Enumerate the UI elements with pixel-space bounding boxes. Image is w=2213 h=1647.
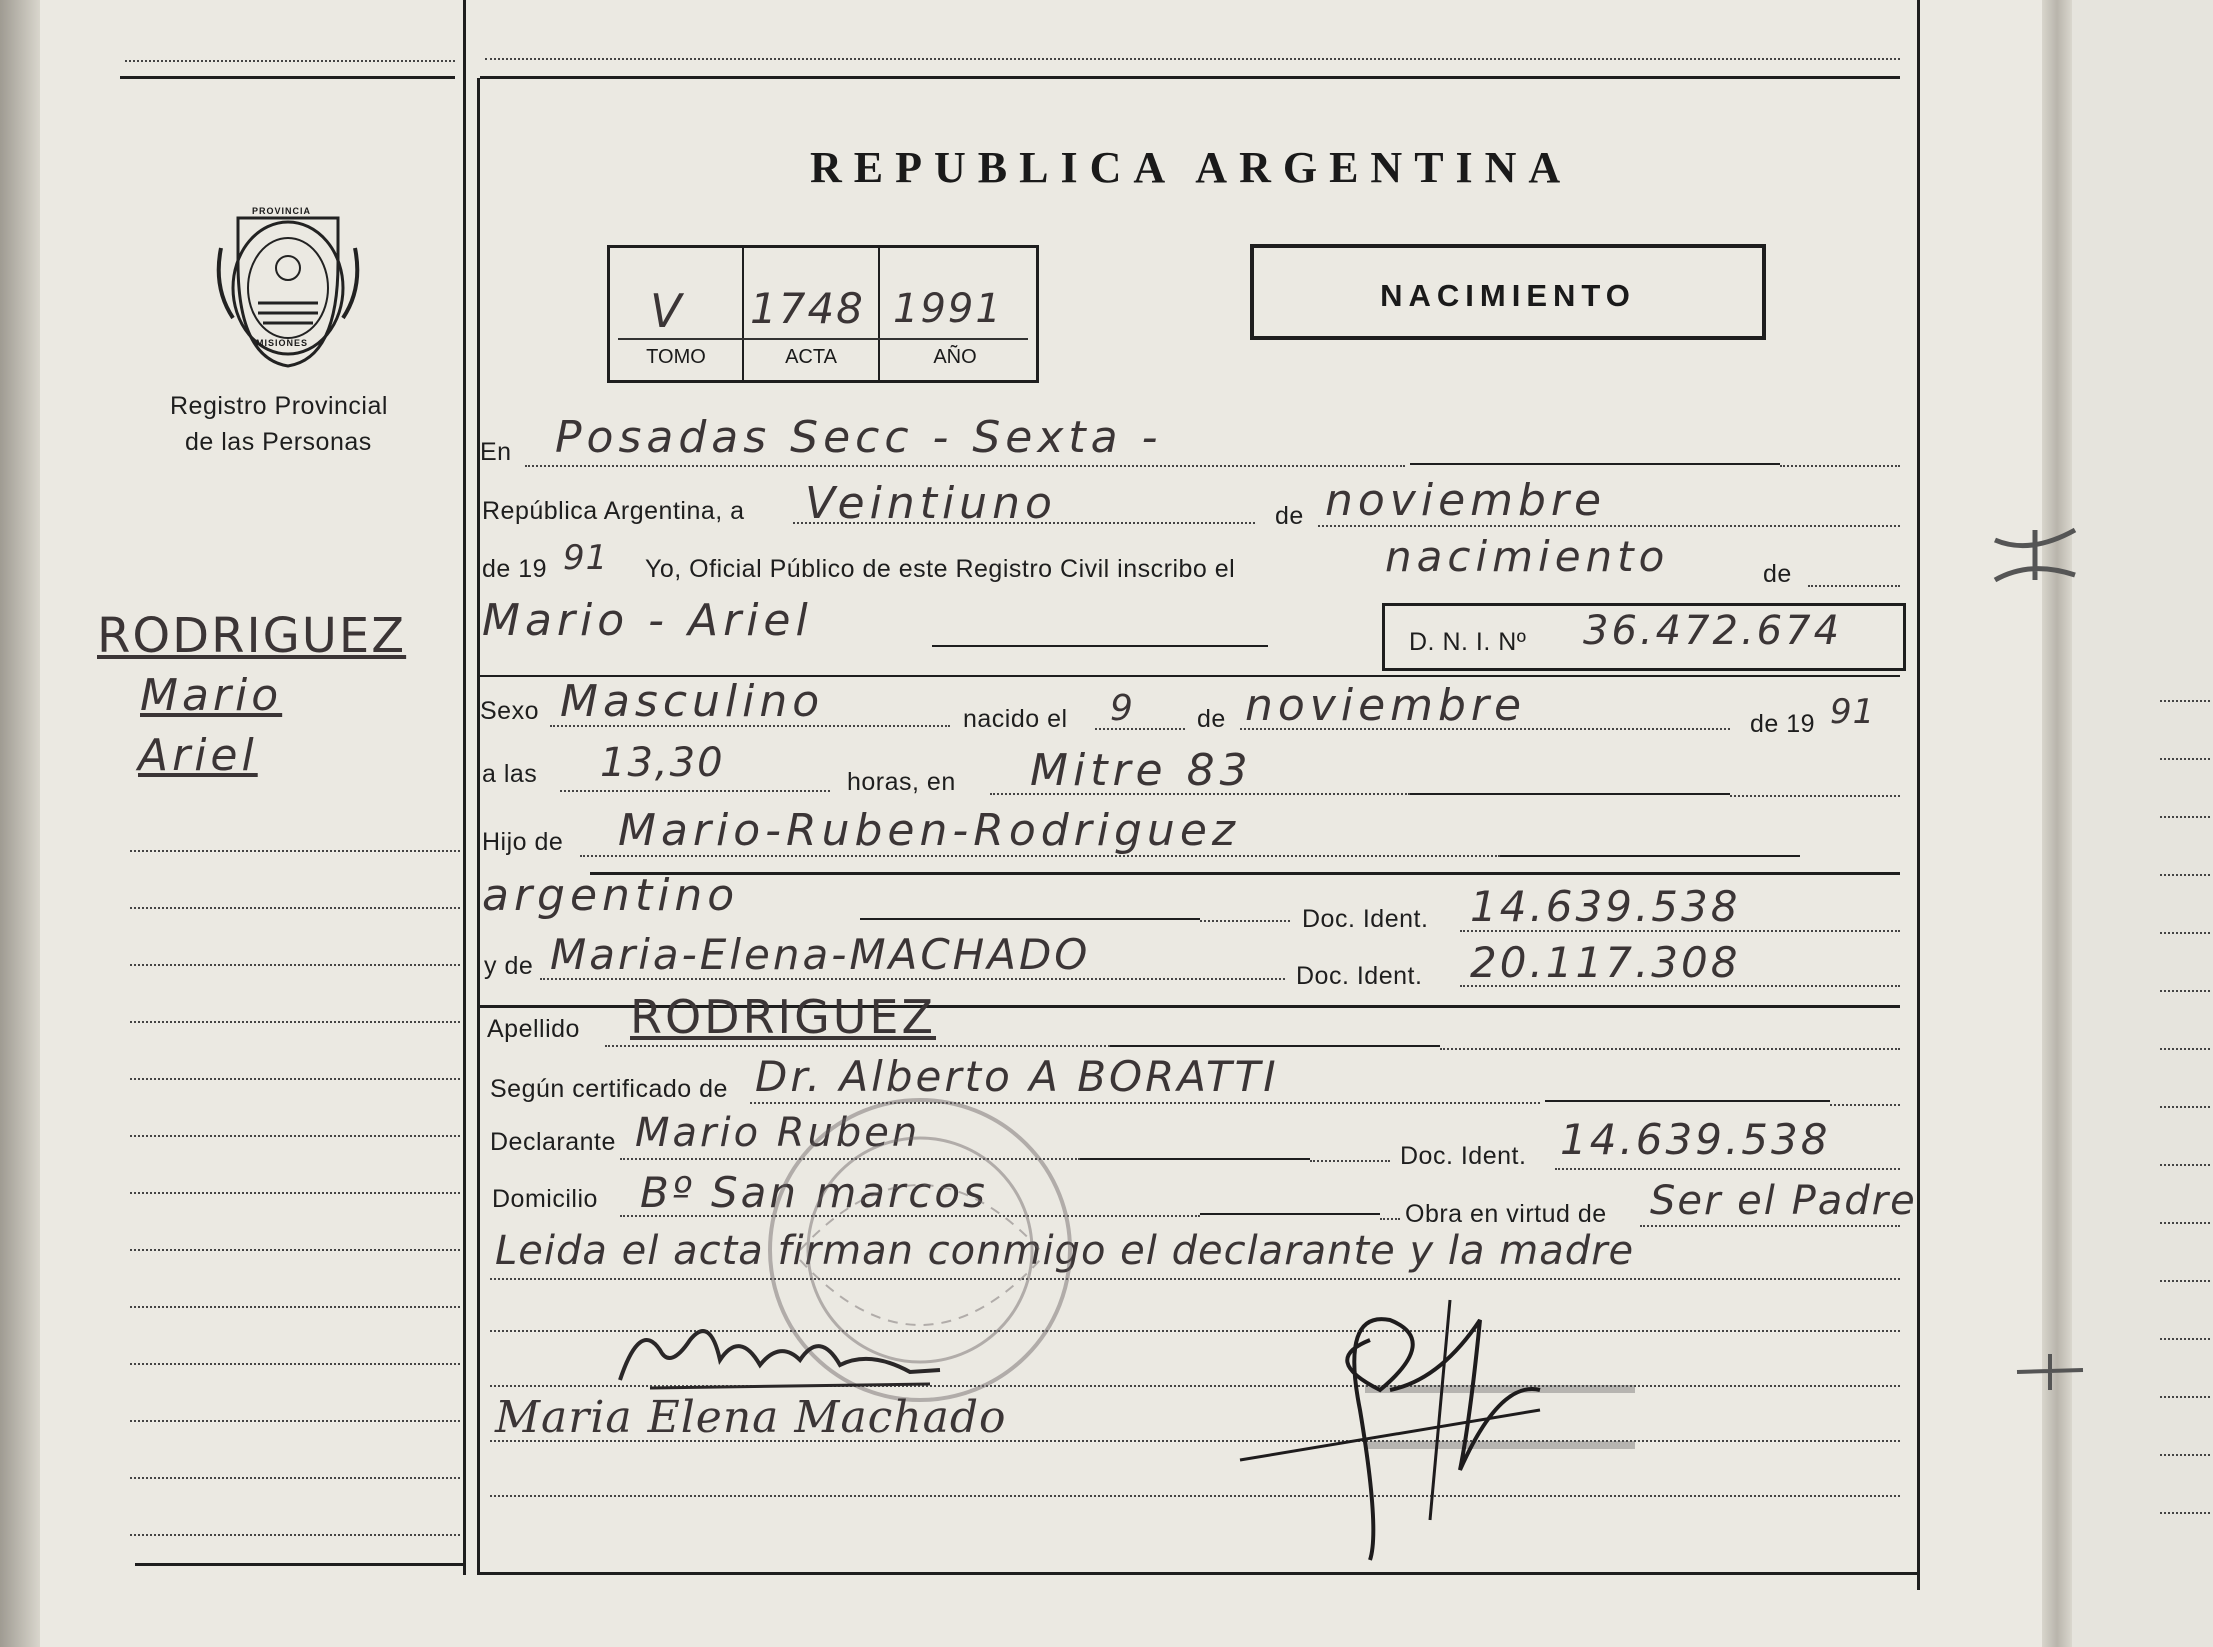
right-page-dotted-line <box>2160 1164 2210 1166</box>
father-nationality: argentino <box>482 870 740 921</box>
right-page-dotted-line <box>2160 932 2210 934</box>
margin-dotted-line <box>130 1135 460 1137</box>
father-doc: 14.639.538 <box>1470 882 1741 931</box>
margin-dotted-line <box>130 1021 460 1023</box>
doc-ident-label-1: Doc. Ident. <box>1302 905 1429 933</box>
margin-dotted-line <box>130 1249 460 1251</box>
dni-label: D. N. I. Nº <box>1409 628 1527 656</box>
tomo-label: TOMO <box>646 346 706 368</box>
father-signature <box>610 1310 950 1390</box>
bottom-rule-main <box>480 1572 1920 1575</box>
right-page-dotted-line <box>2160 1280 2210 1282</box>
obra-label: Obra en virtud de <box>1405 1200 1607 1228</box>
country-title: REPUBLICA ARGENTINA <box>810 143 1573 192</box>
nacido-label: nacido el <box>963 705 1068 733</box>
right-page-dotted-line <box>2160 700 2210 702</box>
right-page-dotted-line <box>2160 1048 2210 1050</box>
day-words: Veintiuno <box>805 478 1057 529</box>
page-gutter <box>2042 0 2072 1647</box>
declarant-value: Mario Ruben <box>635 1110 921 1156</box>
margin-dotted-line <box>130 1078 460 1080</box>
margin-first-name: Mario <box>140 670 283 721</box>
margin-dotted-line <box>130 1534 460 1536</box>
surname-value: RODRIGUEZ <box>630 990 937 1044</box>
right-page-dotted-line <box>2160 1454 2210 1456</box>
margin-dotted-line <box>130 1420 460 1422</box>
declarant-doc: 14.639.538 <box>1560 1115 1831 1164</box>
binding-mark <box>2015 1352 2085 1392</box>
right-page-dotted-line <box>2160 1338 2210 1340</box>
mother-signature: Maria Elena Machado <box>495 1392 1007 1443</box>
closing-text: Leida el acta firman conmigo el declarante y la madre <box>495 1228 1635 1274</box>
yo-text: Yo, Oficial Público de este Registro Civil inscribo el <box>645 555 1236 583</box>
registry-name-line1: Registro Provincial <box>170 392 388 420</box>
month-value: noviembre <box>1325 475 1607 526</box>
margin-dotted-line <box>130 1306 460 1308</box>
right-page-dotted-line <box>2160 874 2210 876</box>
republica-label: República Argentina, a <box>482 497 745 525</box>
right-page-dotted-line <box>2160 816 2210 818</box>
declarante-label: Declarante <box>490 1128 616 1156</box>
margin-dotted-line <box>130 850 460 852</box>
hijo-label: Hijo de <box>482 828 564 856</box>
margin-second-name: Ariel <box>138 730 258 781</box>
birth-time: 13,30 <box>600 740 725 786</box>
yde-label: y de <box>484 952 534 980</box>
margin-dotted-line <box>130 1363 460 1365</box>
right-page-dotted-line <box>2160 1222 2210 1224</box>
en-label: En <box>480 438 512 466</box>
form-left-border <box>477 78 480 1575</box>
acta-label: ACTA <box>785 346 837 368</box>
right-page-dotted-line <box>2160 1106 2210 1108</box>
seal-text-bottom: MISIONES <box>256 338 309 348</box>
tomo-value: V <box>650 284 687 338</box>
mother-doc: 20.117.308 <box>1470 938 1741 987</box>
margin-surname: RODRIGUEZ <box>97 608 407 664</box>
margin-dotted-line <box>130 1477 460 1479</box>
margin-dotted-line <box>130 907 460 909</box>
top-rule-left <box>120 76 455 79</box>
child-name: Mario - Ariel <box>482 595 813 646</box>
bottom-rule-left <box>135 1563 465 1566</box>
apellido-label: Apellido <box>487 1015 580 1043</box>
birth-month: noviembre <box>1245 680 1527 731</box>
officer-signature <box>1240 1300 1560 1560</box>
top-dotted-line-left <box>125 60 455 62</box>
anio-label: AÑO <box>933 346 977 368</box>
domicilio-label: Domicilio <box>492 1185 598 1213</box>
dni-box <box>1382 603 1906 671</box>
obra-value: Ser el Padre <box>1650 1178 1917 1224</box>
sexo-label: Sexo <box>480 697 539 725</box>
de-label-1: de <box>1275 502 1304 530</box>
right-page-dotted-line <box>2160 1396 2210 1398</box>
right-page-dotted-line <box>2160 758 2210 760</box>
segun-label: Según certificado de <box>490 1075 728 1103</box>
left-column-border <box>463 0 466 1575</box>
seal-text-top: PROVINCIA <box>252 206 312 216</box>
de19-label-2: de 19 <box>1750 710 1816 738</box>
address-value: Bº San marcos <box>640 1168 988 1217</box>
right-page-edge <box>2072 0 2213 1647</box>
staple-mark <box>1990 520 2080 590</box>
form-right-border <box>1917 0 1920 1590</box>
doc-ident-label-3: Doc. Ident. <box>1400 1142 1527 1170</box>
father-name: Mario-Ruben-Rodriguez <box>618 805 1240 856</box>
top-rule-main <box>480 76 1900 79</box>
right-page-dotted-line <box>2160 1512 2210 1514</box>
horas-label: horas, en <box>847 768 956 796</box>
dni-value: 36.472.674 <box>1583 608 1843 654</box>
registry-name-line2: de las Personas <box>185 428 372 456</box>
margin-dotted-line <box>130 964 460 966</box>
place-value: Posadas Secc - Sexta - <box>555 412 1163 463</box>
year-suffix: 91 <box>563 538 609 578</box>
record-number-box <box>607 245 1039 383</box>
birth-year-suffix: 91 <box>1830 692 1876 732</box>
form-dotted-line <box>490 1495 1900 1497</box>
act-type: nacimiento <box>1385 532 1670 581</box>
a-las-label: a las <box>482 760 538 788</box>
certificate-value: Dr. Alberto A BORATTI <box>755 1052 1279 1101</box>
de-label-2: de <box>1763 560 1792 588</box>
de-label-3: de <box>1197 705 1226 733</box>
record-type-label: NACIMIENTO <box>1380 278 1636 313</box>
mother-name: Maria-Elena-MACHADO <box>550 930 1091 979</box>
right-page-dotted-line <box>2160 990 2210 992</box>
margin-dotted-line <box>130 1192 460 1194</box>
de19-label: de 19 <box>482 555 548 583</box>
record-type-box <box>1250 244 1766 340</box>
doc-ident-label-2: Doc. Ident. <box>1296 962 1423 990</box>
birth-day: 9 <box>1110 688 1138 729</box>
acta-value: 1748 <box>750 284 865 333</box>
sex-value: Masculino <box>560 676 825 727</box>
page-edge-shadow <box>0 0 40 1647</box>
anio-value: 1991 <box>893 286 1003 332</box>
top-dotted-line-main <box>485 58 1900 60</box>
birth-place: Mitre 83 <box>1030 745 1253 796</box>
